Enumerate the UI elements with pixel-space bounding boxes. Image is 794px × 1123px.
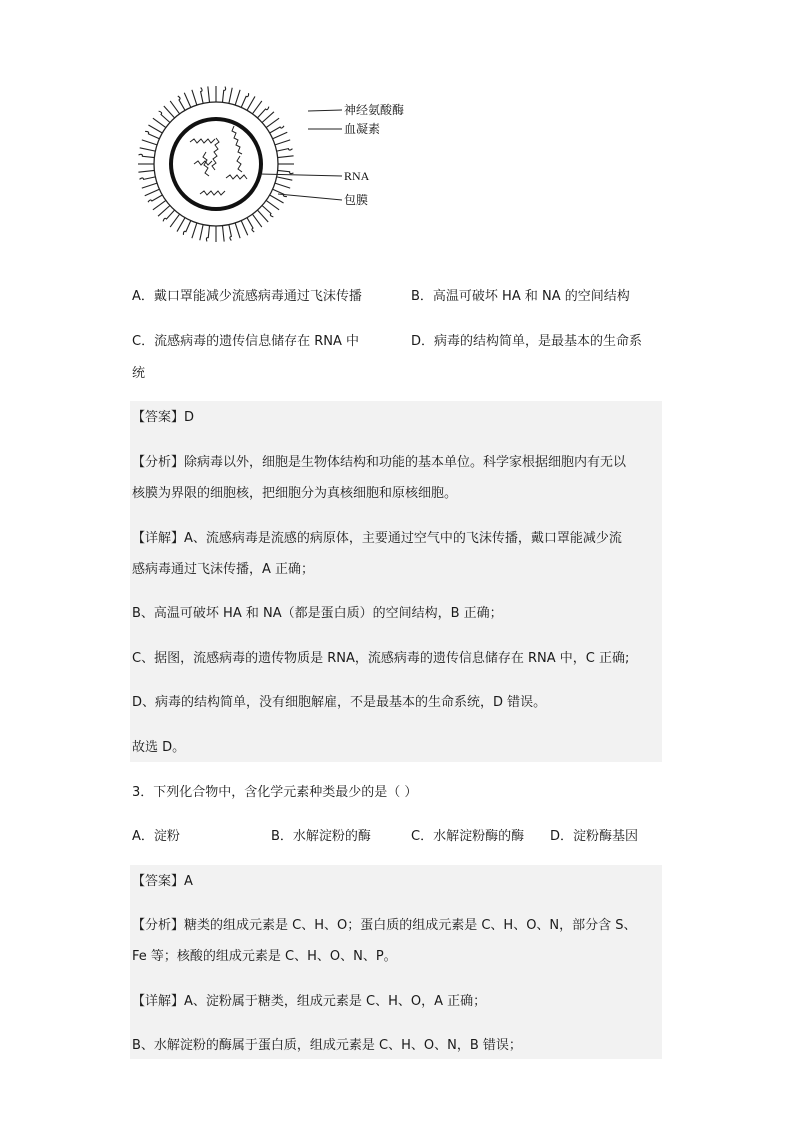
- neuraminidase-spike: [222, 226, 224, 242]
- hemagglutinin-spike: [278, 170, 294, 173]
- q3-option-d: D．淀粉酶基因: [550, 829, 639, 844]
- neuraminidase-spike: [138, 170, 154, 172]
- neuraminidase-spike: [277, 177, 293, 180]
- hemagglutinin-spike: [262, 205, 273, 216]
- hemagglutinin-spike: [277, 149, 293, 151]
- neuraminidase-spike: [140, 148, 156, 151]
- neuraminidase-spike: [148, 125, 162, 133]
- hemagglutinin-spike: [270, 126, 284, 133]
- neuraminidase-spike: [266, 118, 279, 127]
- neuraminidase-spike: [184, 93, 191, 108]
- virus-structure-diagram: [130, 86, 430, 266]
- label-neuraminidase: 神经氨酸酶: [344, 103, 405, 117]
- neuraminidase-spike: [153, 200, 166, 209]
- neuraminidase-spike: [235, 90, 240, 105]
- neuraminidase-spike: [278, 156, 294, 158]
- hemagglutinin-spike: [163, 210, 174, 221]
- q2-conclusion: 故选 D。: [132, 740, 186, 755]
- label-hemagglutinin: 血凝素: [344, 122, 381, 136]
- neuraminidase-spike: [266, 200, 279, 209]
- q3-analysis-line-2: Fe 等；核酸的组成元素是 C、H、O、N、P。: [132, 949, 397, 964]
- neuraminidase-spike: [275, 140, 290, 145]
- hemagglutinin-spike: [159, 111, 170, 122]
- hemagglutinin-spike: [139, 154, 155, 157]
- q3-option-b: B．水解淀粉的酶: [271, 829, 371, 844]
- hemagglutinin-spike: [140, 177, 156, 179]
- neuraminidase-spike: [142, 140, 157, 145]
- q3-option-c: C．水解淀粉酶的酶: [411, 829, 525, 844]
- q2-detail-line-2: 感病毒通过飞沫传播，A 正确；: [132, 562, 315, 577]
- q3-stem: 3．下列化合物中，含化学元素种类最少的是（ ）: [132, 785, 418, 800]
- neuraminidase-spike: [158, 205, 170, 216]
- hemagglutinin-spike: [206, 226, 209, 242]
- neuraminidase-spike: [252, 101, 261, 114]
- hemagglutinin-spike: [145, 131, 159, 138]
- q2-detail-line-5: D、病毒的结构简单，没有细胞解雇，不是最基本的生命系统，D 错误。: [132, 695, 547, 710]
- hemagglutinin-spike: [201, 88, 203, 104]
- neuraminidase-spike: [275, 183, 290, 188]
- hemagglutinin-spike: [257, 107, 268, 118]
- q2-option-d: D．病毒的结构简单，是最基本的生命系: [411, 334, 643, 349]
- q2-detail-line-4: C、据图，流感病毒的遗传物质是 RNA，流感病毒的遗传信息储存在 RNA 中，C 正确;: [132, 651, 630, 666]
- inner-capsid-circle: [171, 119, 261, 209]
- hemagglutinin-spike: [178, 96, 185, 110]
- q2-option-b: B．高温可破坏 HA 和 NA 的空间结构: [411, 289, 630, 304]
- q2-detail-line-1: 【详解】A、流感病毒是流感的病原体，主要通过空气中的飞沫传播，戴口罩能减少流: [132, 531, 622, 546]
- neuraminidase-spike: [170, 101, 179, 114]
- neuraminidase-spike: [270, 195, 284, 203]
- neuraminidase-spike: [192, 90, 197, 105]
- neuraminidase-spike: [177, 218, 185, 232]
- neuraminidase-spike: [235, 223, 240, 238]
- q2-option-d-continued: 统: [132, 366, 146, 381]
- neuraminidase-spike: [142, 183, 157, 188]
- neuraminidase-spike: [229, 88, 232, 104]
- q3-answer: 【答案】A: [132, 874, 193, 889]
- q3-detail-line-1: 【详解】A、淀粉属于糖类，组成元素是 C、H、O，A 正确；: [132, 994, 487, 1009]
- neuraminidase-spike: [247, 96, 255, 110]
- hemagglutinin-spike: [222, 87, 225, 103]
- hemagglutinin-spike: [148, 195, 162, 202]
- q3-analysis-line-1: 【分析】糖类的组成元素是 C、H、O；蛋白质的组成元素是 C、H、O、N，部分含 S、: [132, 918, 637, 933]
- q2-answer: 【答案】D: [132, 410, 195, 425]
- hemagglutinin-spike: [273, 189, 287, 196]
- q3-option-a: A．淀粉: [132, 829, 180, 844]
- q3-detail-line-2: B、水解淀粉的酶属于蛋白质，组成元素是 C、H、O、N，B 错误；: [132, 1038, 522, 1053]
- neuraminidase-spike: [164, 106, 175, 118]
- neuraminidase-spike: [200, 225, 203, 241]
- neuraminidase-spike: [252, 214, 261, 227]
- neuraminidase-spike: [262, 112, 274, 123]
- hemagglutinin-spike: [229, 225, 231, 241]
- q2-analysis-line-1: 【分析】除病毒以外，细胞是生物体结构和功能的基本单位。科学家根据细胞内有无以: [132, 455, 627, 470]
- neuraminidase-spike: [257, 210, 268, 222]
- q2-option-a: A．戴口罩能减少流感病毒通过飞沫传播: [132, 289, 362, 304]
- neuraminidase-spike: [192, 223, 197, 238]
- q2-option-c: C．流感病毒的遗传信息储存在 RNA 中: [132, 334, 359, 349]
- label-rna: RNA: [344, 169, 370, 183]
- hemagglutinin-spike: [241, 93, 248, 107]
- q2-analysis-line-2: 核膜为界限的细胞核，把细胞分为真核细胞和原核细胞。: [132, 486, 458, 501]
- neuraminidase-spike: [153, 118, 166, 127]
- label-envelope: 包膜: [344, 193, 369, 207]
- neuraminidase-spike: [170, 214, 179, 227]
- q2-detail-line-3: B、高温可破坏 HA 和 NA（都是蛋白质）的空间结构，B 正确；: [132, 606, 503, 621]
- neuraminidase-spike: [145, 189, 160, 196]
- hemagglutinin-spike: [183, 221, 190, 235]
- neuraminidase-spike: [273, 132, 288, 139]
- neuraminidase-spike: [208, 86, 210, 102]
- neuraminidase-spike: [241, 221, 248, 236]
- hemagglutinin-spike: [247, 218, 254, 232]
